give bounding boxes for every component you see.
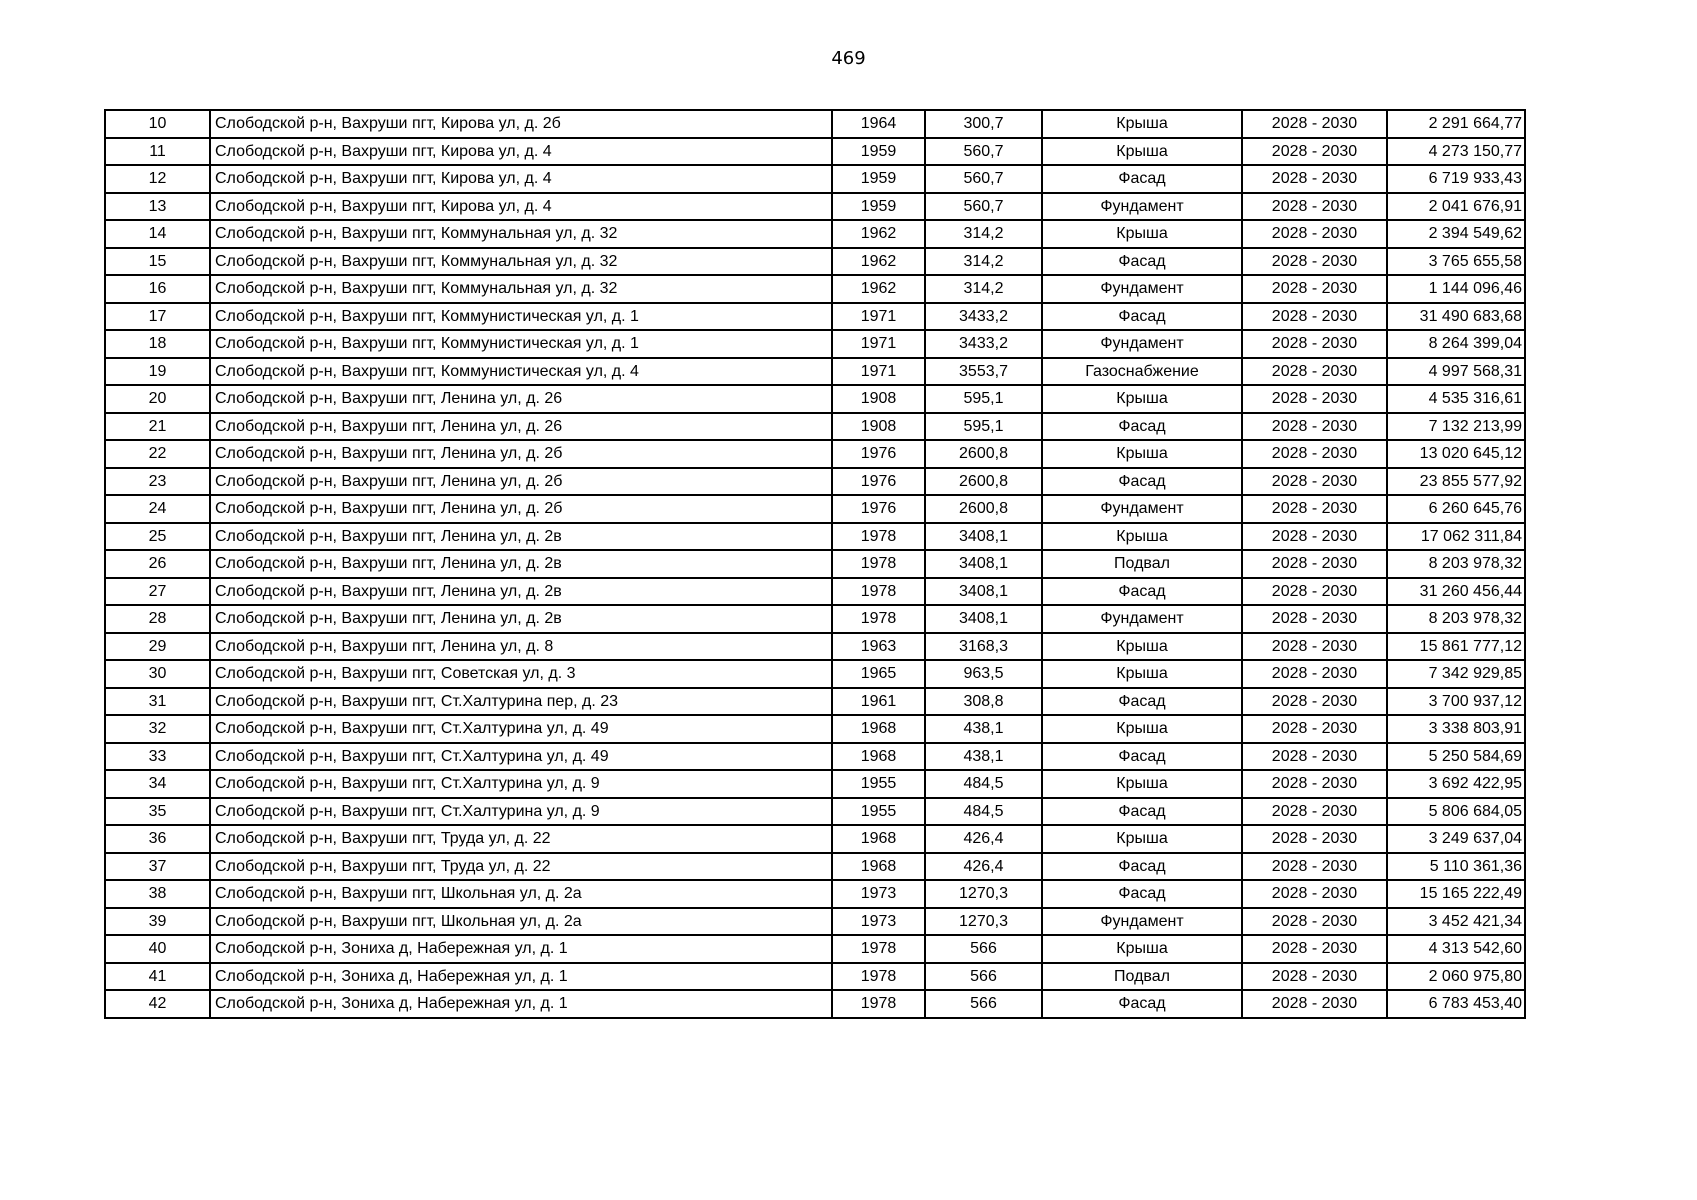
row-number-cell: 18 — [105, 330, 210, 358]
period-cell: 2028 - 2030 — [1242, 138, 1387, 166]
area-cell: 2600,8 — [925, 495, 1042, 523]
address-cell: Слободской р-н, Вахруши пгт, Ст.Халтурина ул, д. 9 — [210, 770, 832, 798]
area-cell: 3408,1 — [925, 578, 1042, 606]
address-cell: Слободской р-н, Зониха д, Набережная ул, д. 1 — [210, 963, 832, 991]
year-built-cell: 1978 — [832, 605, 925, 633]
row-number-cell: 36 — [105, 825, 210, 853]
period-cell: 2028 - 2030 — [1242, 743, 1387, 771]
row-number-cell: 15 — [105, 248, 210, 276]
cost-cell: 15 165 222,49 — [1387, 880, 1525, 908]
area-cell: 3408,1 — [925, 523, 1042, 551]
cost-cell: 5 250 584,69 — [1387, 743, 1525, 771]
area-cell: 560,7 — [925, 165, 1042, 193]
period-cell: 2028 - 2030 — [1242, 908, 1387, 936]
work-type-cell: Крыша — [1042, 633, 1242, 661]
table-row — [105, 990, 1525, 1018]
cost-cell: 3 700 937,12 — [1387, 688, 1525, 716]
year-built-cell: 1978 — [832, 963, 925, 991]
work-type-cell: Фасад — [1042, 468, 1242, 496]
table-row — [105, 660, 1525, 688]
year-built-cell: 1978 — [832, 523, 925, 551]
year-built-cell: 1962 — [832, 220, 925, 248]
period-cell: 2028 - 2030 — [1242, 688, 1387, 716]
table-row — [105, 165, 1525, 193]
table-row — [105, 275, 1525, 303]
year-built-cell: 1978 — [832, 990, 925, 1018]
period-cell: 2028 - 2030 — [1242, 770, 1387, 798]
year-built-cell: 1908 — [832, 385, 925, 413]
table-row — [105, 358, 1525, 386]
table-row — [105, 798, 1525, 826]
year-built-cell: 1962 — [832, 248, 925, 276]
table-row — [105, 770, 1525, 798]
cost-cell: 2 060 975,80 — [1387, 963, 1525, 991]
table-row — [105, 138, 1525, 166]
address-cell: Слободской р-н, Вахруши пгт, Кирова ул, д. 4 — [210, 193, 832, 221]
address-cell: Слободской р-н, Зониха д, Набережная ул, д. 1 — [210, 935, 832, 963]
area-cell: 438,1 — [925, 743, 1042, 771]
year-built-cell: 1959 — [832, 193, 925, 221]
year-built-cell: 1971 — [832, 303, 925, 331]
row-number-cell: 13 — [105, 193, 210, 221]
table-row — [105, 385, 1525, 413]
address-cell: Слободской р-н, Вахруши пгт, Школьная ул, д. 2а — [210, 908, 832, 936]
row-number-cell: 28 — [105, 605, 210, 633]
work-type-cell: Фасад — [1042, 578, 1242, 606]
cost-cell: 3 692 422,95 — [1387, 770, 1525, 798]
year-built-cell: 1976 — [832, 440, 925, 468]
year-built-cell: 1968 — [832, 825, 925, 853]
work-type-cell: Крыша — [1042, 825, 1242, 853]
work-type-cell: Фасад — [1042, 688, 1242, 716]
address-cell: Слободской р-н, Вахруши пгт, Ленина ул, д. 26 — [210, 385, 832, 413]
year-built-cell: 1955 — [832, 770, 925, 798]
address-cell: Слободской р-н, Вахруши пгт, Ст.Халтурина ул, д. 49 — [210, 743, 832, 771]
row-number-cell: 34 — [105, 770, 210, 798]
period-cell: 2028 - 2030 — [1242, 715, 1387, 743]
row-number-cell: 35 — [105, 798, 210, 826]
row-number-cell: 26 — [105, 550, 210, 578]
cost-cell: 15 861 777,12 — [1387, 633, 1525, 661]
table-row — [105, 468, 1525, 496]
area-cell: 484,5 — [925, 770, 1042, 798]
period-cell: 2028 - 2030 — [1242, 825, 1387, 853]
area-cell: 560,7 — [925, 193, 1042, 221]
table-row — [105, 330, 1525, 358]
address-cell: Слободской р-н, Вахруши пгт, Кирова ул, д. 4 — [210, 138, 832, 166]
row-number-cell: 17 — [105, 303, 210, 331]
year-built-cell: 1963 — [832, 633, 925, 661]
work-type-cell: Фундамент — [1042, 193, 1242, 221]
work-type-cell: Фундамент — [1042, 495, 1242, 523]
period-cell: 2028 - 2030 — [1242, 330, 1387, 358]
area-cell: 566 — [925, 963, 1042, 991]
row-number-cell: 21 — [105, 413, 210, 441]
row-number-cell: 19 — [105, 358, 210, 386]
work-type-cell: Крыша — [1042, 440, 1242, 468]
table-row — [105, 963, 1525, 991]
table-row — [105, 550, 1525, 578]
year-built-cell: 1908 — [832, 413, 925, 441]
cost-cell: 2 394 549,62 — [1387, 220, 1525, 248]
address-cell: Слободской р-н, Вахруши пгт, Кирова ул, д. 4 — [210, 165, 832, 193]
repair-register-table — [104, 109, 1526, 1019]
area-cell: 3433,2 — [925, 303, 1042, 331]
work-type-cell: Подвал — [1042, 550, 1242, 578]
period-cell: 2028 - 2030 — [1242, 275, 1387, 303]
period-cell: 2028 - 2030 — [1242, 990, 1387, 1018]
year-built-cell: 1964 — [832, 110, 925, 138]
work-type-cell: Фасад — [1042, 303, 1242, 331]
row-number-cell: 29 — [105, 633, 210, 661]
table-row — [105, 688, 1525, 716]
period-cell: 2028 - 2030 — [1242, 578, 1387, 606]
work-type-cell: Крыша — [1042, 110, 1242, 138]
work-type-cell: Фасад — [1042, 853, 1242, 881]
year-built-cell: 1978 — [832, 935, 925, 963]
cost-cell: 23 855 577,92 — [1387, 468, 1525, 496]
period-cell: 2028 - 2030 — [1242, 523, 1387, 551]
cost-cell: 31 490 683,68 — [1387, 303, 1525, 331]
address-cell: Слободской р-н, Вахруши пгт, Коммунистическая ул, д. 1 — [210, 303, 832, 331]
row-number-cell: 25 — [105, 523, 210, 551]
address-cell: Слободской р-н, Вахруши пгт, Труда ул, д. 22 — [210, 853, 832, 881]
year-built-cell: 1976 — [832, 468, 925, 496]
table-row — [105, 743, 1525, 771]
work-type-cell: Крыша — [1042, 770, 1242, 798]
address-cell: Слободской р-н, Вахруши пгт, Ленина ул, д. 2б — [210, 468, 832, 496]
cost-cell: 1 144 096,46 — [1387, 275, 1525, 303]
work-type-cell: Фундамент — [1042, 275, 1242, 303]
year-built-cell: 1961 — [832, 688, 925, 716]
cost-cell: 6 719 933,43 — [1387, 165, 1525, 193]
year-built-cell: 1965 — [832, 660, 925, 688]
area-cell: 426,4 — [925, 853, 1042, 881]
row-number-cell: 40 — [105, 935, 210, 963]
year-built-cell: 1978 — [832, 550, 925, 578]
cost-cell: 4 313 542,60 — [1387, 935, 1525, 963]
work-type-cell: Фасад — [1042, 413, 1242, 441]
work-type-cell: Фасад — [1042, 743, 1242, 771]
cost-cell: 2 041 676,91 — [1387, 193, 1525, 221]
year-built-cell: 1976 — [832, 495, 925, 523]
cost-cell: 4 273 150,77 — [1387, 138, 1525, 166]
cost-cell: 3 452 421,34 — [1387, 908, 1525, 936]
period-cell: 2028 - 2030 — [1242, 358, 1387, 386]
period-cell: 2028 - 2030 — [1242, 550, 1387, 578]
period-cell: 2028 - 2030 — [1242, 633, 1387, 661]
work-type-cell: Крыша — [1042, 660, 1242, 688]
table-row — [105, 880, 1525, 908]
period-cell: 2028 - 2030 — [1242, 193, 1387, 221]
period-cell: 2028 - 2030 — [1242, 385, 1387, 413]
work-type-cell: Фасад — [1042, 880, 1242, 908]
period-cell: 2028 - 2030 — [1242, 880, 1387, 908]
cost-cell: 8 203 978,32 — [1387, 550, 1525, 578]
cost-cell: 17 062 311,84 — [1387, 523, 1525, 551]
period-cell: 2028 - 2030 — [1242, 495, 1387, 523]
row-number-cell: 24 — [105, 495, 210, 523]
area-cell: 314,2 — [925, 248, 1042, 276]
year-built-cell: 1968 — [832, 853, 925, 881]
period-cell: 2028 - 2030 — [1242, 413, 1387, 441]
cost-cell: 5 806 684,05 — [1387, 798, 1525, 826]
address-cell: Слободской р-н, Вахруши пгт, Ленина ул, д. 8 — [210, 633, 832, 661]
table-row — [105, 578, 1525, 606]
row-number-cell: 31 — [105, 688, 210, 716]
table-row — [105, 193, 1525, 221]
area-cell: 314,2 — [925, 275, 1042, 303]
area-cell: 438,1 — [925, 715, 1042, 743]
area-cell: 3408,1 — [925, 605, 1042, 633]
work-type-cell: Фундамент — [1042, 908, 1242, 936]
table-row — [105, 303, 1525, 331]
cost-cell: 4 535 316,61 — [1387, 385, 1525, 413]
row-number-cell: 16 — [105, 275, 210, 303]
row-number-cell: 27 — [105, 578, 210, 606]
row-number-cell: 33 — [105, 743, 210, 771]
cost-cell: 6 783 453,40 — [1387, 990, 1525, 1018]
address-cell: Слободской р-н, Вахруши пгт, Ленина ул, д. 2в — [210, 550, 832, 578]
work-type-cell: Крыша — [1042, 523, 1242, 551]
address-cell: Слободской р-н, Вахруши пгт, Школьная ул, д. 2а — [210, 880, 832, 908]
work-type-cell: Фасад — [1042, 165, 1242, 193]
address-cell: Слободской р-н, Вахруши пгт, Ст.Халтурина ул, д. 49 — [210, 715, 832, 743]
area-cell: 963,5 — [925, 660, 1042, 688]
address-cell: Слободской р-н, Вахруши пгт, Ленина ул, д. 2в — [210, 523, 832, 551]
period-cell: 2028 - 2030 — [1242, 798, 1387, 826]
period-cell: 2028 - 2030 — [1242, 220, 1387, 248]
address-cell: Слободской р-н, Вахруши пгт, Ленина ул, д. 2в — [210, 578, 832, 606]
cost-cell: 3 765 655,58 — [1387, 248, 1525, 276]
area-cell: 3408,1 — [925, 550, 1042, 578]
area-cell: 308,8 — [925, 688, 1042, 716]
period-cell: 2028 - 2030 — [1242, 303, 1387, 331]
period-cell: 2028 - 2030 — [1242, 440, 1387, 468]
cost-cell: 8 203 978,32 — [1387, 605, 1525, 633]
row-number-cell: 11 — [105, 138, 210, 166]
row-number-cell: 12 — [105, 165, 210, 193]
address-cell: Слободской р-н, Вахруши пгт, Коммунальная ул, д. 32 — [210, 275, 832, 303]
period-cell: 2028 - 2030 — [1242, 165, 1387, 193]
row-number-cell: 23 — [105, 468, 210, 496]
period-cell: 2028 - 2030 — [1242, 935, 1387, 963]
cost-cell: 31 260 456,44 — [1387, 578, 1525, 606]
row-number-cell: 39 — [105, 908, 210, 936]
row-number-cell: 10 — [105, 110, 210, 138]
cost-cell: 7 132 213,99 — [1387, 413, 1525, 441]
year-built-cell: 1955 — [832, 798, 925, 826]
table-row — [105, 935, 1525, 963]
year-built-cell: 1968 — [832, 743, 925, 771]
table-row — [105, 220, 1525, 248]
work-type-cell: Подвал — [1042, 963, 1242, 991]
area-cell: 2600,8 — [925, 440, 1042, 468]
cost-cell: 3 249 637,04 — [1387, 825, 1525, 853]
row-number-cell: 38 — [105, 880, 210, 908]
area-cell: 484,5 — [925, 798, 1042, 826]
table-row — [105, 440, 1525, 468]
table-row — [105, 248, 1525, 276]
cost-cell: 6 260 645,76 — [1387, 495, 1525, 523]
work-type-cell: Фундамент — [1042, 605, 1242, 633]
table-row — [105, 523, 1525, 551]
cost-cell: 13 020 645,12 — [1387, 440, 1525, 468]
period-cell: 2028 - 2030 — [1242, 110, 1387, 138]
table-row — [105, 825, 1525, 853]
table-body — [105, 110, 1525, 1018]
row-number-cell: 14 — [105, 220, 210, 248]
row-number-cell: 37 — [105, 853, 210, 881]
year-built-cell: 1978 — [832, 578, 925, 606]
row-number-cell: 41 — [105, 963, 210, 991]
address-cell: Слободской р-н, Вахруши пгт, Труда ул, д. 22 — [210, 825, 832, 853]
work-type-cell: Фасад — [1042, 798, 1242, 826]
work-type-cell: Крыша — [1042, 138, 1242, 166]
address-cell: Слободской р-н, Вахруши пгт, Ленина ул, д. 2б — [210, 440, 832, 468]
address-cell: Слободской р-н, Вахруши пгт, Коммунистическая ул, д. 4 — [210, 358, 832, 386]
work-type-cell: Крыша — [1042, 385, 1242, 413]
work-type-cell: Крыша — [1042, 935, 1242, 963]
row-number-cell: 30 — [105, 660, 210, 688]
table-row — [105, 413, 1525, 441]
year-built-cell: 1971 — [832, 358, 925, 386]
area-cell: 3168,3 — [925, 633, 1042, 661]
area-cell: 3553,7 — [925, 358, 1042, 386]
work-type-cell: Крыша — [1042, 715, 1242, 743]
address-cell: Слободской р-н, Вахруши пгт, Кирова ул, д. 2б — [210, 110, 832, 138]
row-number-cell: 42 — [105, 990, 210, 1018]
area-cell: 1270,3 — [925, 880, 1042, 908]
work-type-cell: Крыша — [1042, 220, 1242, 248]
period-cell: 2028 - 2030 — [1242, 605, 1387, 633]
address-cell: Слободской р-н, Вахруши пгт, Ст.Халтурина пер, д. 23 — [210, 688, 832, 716]
work-type-cell: Газоснабжение — [1042, 358, 1242, 386]
address-cell: Слободской р-н, Вахруши пгт, Ленина ул, д. 2б — [210, 495, 832, 523]
year-built-cell: 1959 — [832, 138, 925, 166]
address-cell: Слободской р-н, Вахруши пгт, Коммунальная ул, д. 32 — [210, 220, 832, 248]
table-row — [105, 495, 1525, 523]
address-cell: Слободской р-н, Зониха д, Набережная ул, д. 1 — [210, 990, 832, 1018]
row-number-cell: 32 — [105, 715, 210, 743]
cost-cell: 2 291 664,77 — [1387, 110, 1525, 138]
area-cell: 595,1 — [925, 413, 1042, 441]
work-type-cell: Фасад — [1042, 990, 1242, 1018]
row-number-cell: 22 — [105, 440, 210, 468]
period-cell: 2028 - 2030 — [1242, 248, 1387, 276]
year-built-cell: 1973 — [832, 880, 925, 908]
area-cell: 3433,2 — [925, 330, 1042, 358]
area-cell: 2600,8 — [925, 468, 1042, 496]
table-row — [105, 715, 1525, 743]
area-cell: 566 — [925, 935, 1042, 963]
period-cell: 2028 - 2030 — [1242, 963, 1387, 991]
area-cell: 314,2 — [925, 220, 1042, 248]
area-cell: 595,1 — [925, 385, 1042, 413]
year-built-cell: 1962 — [832, 275, 925, 303]
year-built-cell: 1959 — [832, 165, 925, 193]
year-built-cell: 1971 — [832, 330, 925, 358]
table-row — [105, 853, 1525, 881]
period-cell: 2028 - 2030 — [1242, 468, 1387, 496]
area-cell: 566 — [925, 990, 1042, 1018]
cost-cell: 4 997 568,31 — [1387, 358, 1525, 386]
address-cell: Слободской р-н, Вахруши пгт, Ленина ул, д. 26 — [210, 413, 832, 441]
table-row — [105, 633, 1525, 661]
page-number: 469 — [831, 48, 866, 69]
cost-cell: 7 342 929,85 — [1387, 660, 1525, 688]
year-built-cell: 1968 — [832, 715, 925, 743]
period-cell: 2028 - 2030 — [1242, 660, 1387, 688]
table-row — [105, 605, 1525, 633]
area-cell: 560,7 — [925, 138, 1042, 166]
address-cell: Слободской р-н, Вахруши пгт, Коммунистическая ул, д. 1 — [210, 330, 832, 358]
table-row — [105, 908, 1525, 936]
address-cell: Слободской р-н, Вахруши пгт, Ст.Халтурина ул, д. 9 — [210, 798, 832, 826]
work-type-cell: Фундамент — [1042, 330, 1242, 358]
area-cell: 300,7 — [925, 110, 1042, 138]
cost-cell: 5 110 361,36 — [1387, 853, 1525, 881]
address-cell: Слободской р-н, Вахруши пгт, Советская ул, д. 3 — [210, 660, 832, 688]
period-cell: 2028 - 2030 — [1242, 853, 1387, 881]
year-built-cell: 1973 — [832, 908, 925, 936]
row-number-cell: 20 — [105, 385, 210, 413]
cost-cell: 3 338 803,91 — [1387, 715, 1525, 743]
cost-cell: 8 264 399,04 — [1387, 330, 1525, 358]
table-row — [105, 110, 1525, 138]
area-cell: 1270,3 — [925, 908, 1042, 936]
address-cell: Слободской р-н, Вахруши пгт, Ленина ул, д. 2в — [210, 605, 832, 633]
address-cell: Слободской р-н, Вахруши пгт, Коммунальная ул, д. 32 — [210, 248, 832, 276]
area-cell: 426,4 — [925, 825, 1042, 853]
work-type-cell: Фасад — [1042, 248, 1242, 276]
